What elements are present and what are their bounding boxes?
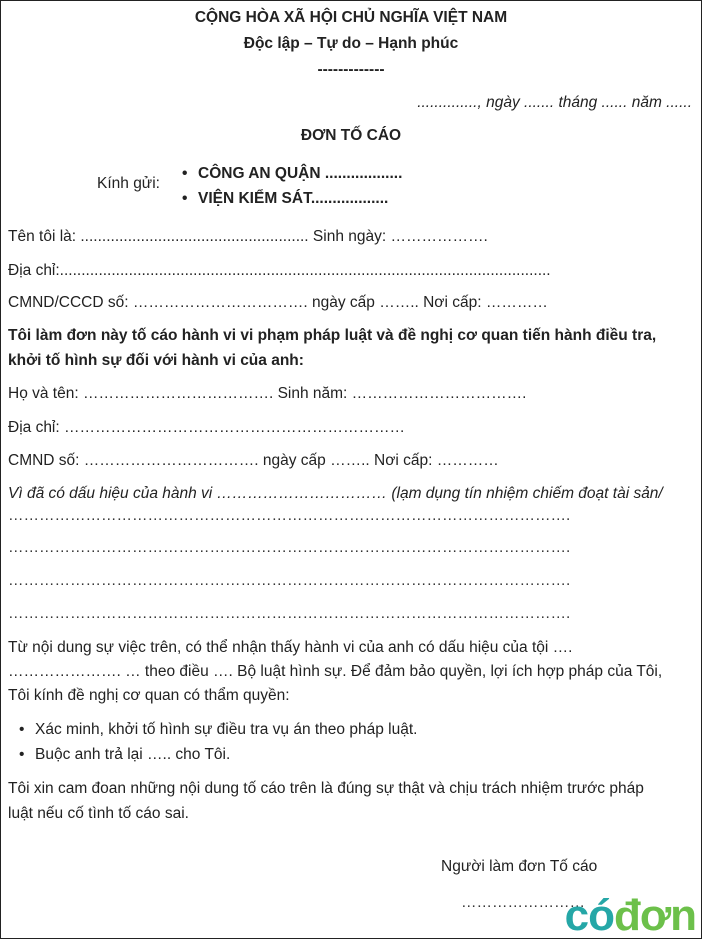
- accused-address-line: Địa chỉ: …………………………………………………………: [8, 419, 405, 436]
- blank-line: ……………………………………………………………………………………………….: [8, 539, 571, 556]
- country-heading: CỘNG HÒA XÃ HỘI CHỦ NGHĨA VIỆT NAM: [194, 9, 508, 26]
- header-separator: -------------: [317, 61, 385, 78]
- date-line: .............., ngày ....... tháng ...... năm ......: [417, 94, 692, 111]
- logo-part-co: có: [564, 891, 614, 940]
- accused-name-line: Họ và tên: ………………………………. Sinh năm: …………………………….: [8, 385, 527, 402]
- request-item: • Xác minh, khởi tố hình sự điều tra vụ án theo pháp luật.: [35, 720, 417, 740]
- blank-line: ……………………………………………………………………………………………….: [8, 507, 571, 524]
- blank-line: ……………………………………………………………………………………………….: [8, 605, 571, 622]
- conclusion-line: Tôi kính đề nghị cơ quan có thẩm quyền:: [8, 687, 290, 704]
- statement-line: khởi tố hình sự đối với hành vi của anh:: [8, 352, 304, 369]
- request-item: • Buộc anh trả lại ….. cho Tôi.: [35, 745, 230, 765]
- blank-line: ……………………………………………………………………………………………….: [8, 572, 571, 589]
- signature-label: Người làm đơn Tố cáo: [441, 858, 598, 875]
- conclusion-line: Từ nội dung sự việc trên, có thể nhận thấy hành vi của anh có dấu hiệu của tội ….: [8, 639, 573, 656]
- commitment-line: luật nếu cố tình tố cáo sai.: [8, 805, 189, 822]
- document-title: ĐƠN TỐ CÁO: [300, 127, 402, 144]
- conclusion-line: …………………. … theo điều …. Bộ luật hình sự. Để đảm bảo quyền, lợi ích hợp pháp của Tôi,: [8, 663, 663, 680]
- signature-blank: ……………………: [461, 894, 585, 911]
- statement-line: Tôi làm đơn này tố cáo hành vi vi phạm pháp luật và đề nghị cơ quan tiến hành điều tra,: [8, 327, 657, 344]
- codon-logo: [565, 893, 696, 939]
- reason-line: Vì đã có dấu hiệu của hành vi …………………………… (lạm dụng tín nhiệm chiếm đoạt tài sản/: [8, 485, 663, 502]
- logo-part-don: đơn: [613, 891, 696, 940]
- complainant-id-line: CMND/CCCD số: ……………………………. ngày cấp …….. Nơi cấp: …………: [8, 294, 548, 311]
- recipient-label: Kính gửi:: [97, 175, 160, 192]
- complainant-address-line: Địa chỉ:..................................................................................................................: [8, 262, 551, 279]
- motto: Độc lập – Tự do – Hạnh phúc: [243, 35, 459, 52]
- recipient-item: • CÔNG AN QUẬN ..................: [198, 164, 402, 184]
- accused-id-line: CMND số: ……………………………. ngày cấp …….. Nơi cấp: …………: [8, 452, 499, 469]
- complainant-name-line: Tên tôi là: ..................................................... Sinh ngày: ……………….: [8, 228, 488, 245]
- recipient-item: • VIỆN KIỂM SÁT..................: [198, 189, 388, 209]
- commitment-line: Tôi xin cam đoan những nội dung tố cáo trên là đúng sự thật và chịu trách nhiệm trước pháp: [8, 780, 644, 797]
